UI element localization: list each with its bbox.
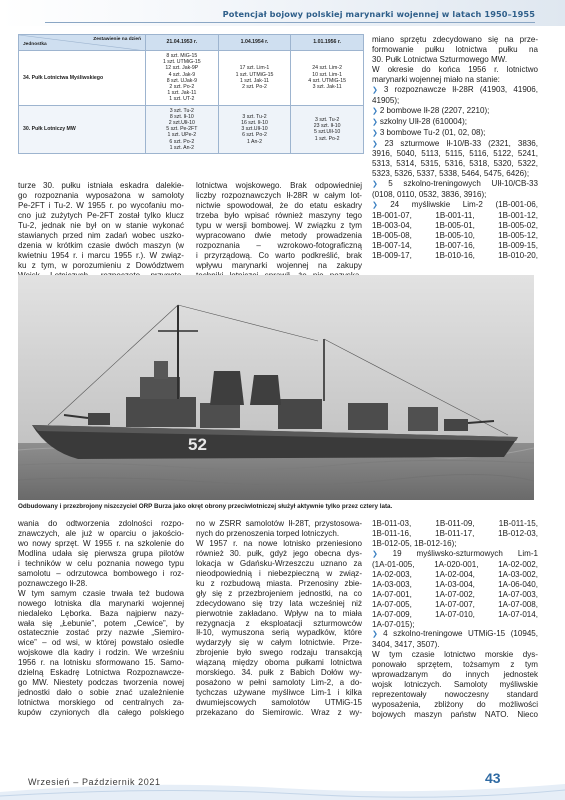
cell-line: 3 szt. Tu-2 bbox=[242, 113, 267, 120]
text-line: i przyrządową. Co warto podkreślić, brak bbox=[196, 250, 362, 260]
text-line: ❯ 5 szkolno-treningowych UIł-10/CB-33 bbox=[372, 179, 538, 189]
text-line: wypracowano dwie metody prowadzenia bbox=[196, 230, 362, 240]
text-line: miano sprzętu zdecydowano się na prze- bbox=[372, 35, 538, 44]
cell-line: 1 szt. UPe-2 bbox=[167, 132, 197, 139]
text-line: zbrojenie było swego rodzaju transakcją bbox=[196, 648, 362, 658]
text-line: Modlina udała się pierwsza grupa pilotów bbox=[18, 548, 184, 558]
text-line: W okresie do końca 1956 r. lotnictwo bbox=[372, 64, 538, 74]
text-line: ❯ szkolny UIł-28 (610004); bbox=[372, 116, 468, 126]
table-cell bbox=[291, 51, 364, 106]
cell-line: 2 szt. Po-2 bbox=[242, 84, 267, 91]
text-line: poznawczego Ił-28. bbox=[18, 578, 88, 588]
cell-line: 1 szt. Jak-11 bbox=[167, 90, 197, 97]
bullet-arrow-icon: ❯ bbox=[372, 86, 384, 94]
cell-line: 1 szt. Jak-11 bbox=[239, 77, 269, 84]
text-line: jednostki dało o sobie znać uzależnienie bbox=[18, 688, 184, 698]
text-line: tychczas używane myśliwce Lim-1 i kilka bbox=[196, 688, 362, 698]
bullet-arrow-icon: ❯ bbox=[372, 631, 384, 639]
text-line: wpływu marynarki wojennej na zakupy bbox=[196, 260, 362, 270]
photo-caption: Odbudowany i przezbrojony niszczyciel ORP Burza jako okręt obrony przeciwlotniczej służył aktywnie tylko przez cztery lata. bbox=[18, 503, 393, 510]
column-2-bottom-text bbox=[196, 519, 362, 718]
text-line: 1B-009-17, 1B-010-16, 1B-010-20, bbox=[372, 251, 538, 261]
text-line: ❯ 24 myśliwskie Lim-2 (1B-001-06, bbox=[372, 200, 538, 210]
text-line: nictwie spowodował, że do etatu eskadry bbox=[196, 200, 362, 210]
text-line: 1A-07-015); bbox=[372, 619, 415, 629]
text-line: 1A-03-003, 1A-03-004, 1A-06-040, bbox=[372, 579, 538, 589]
destroyer-photo bbox=[18, 275, 534, 500]
text-line: ❯ 3 rozpoznawcze Ił-28R (41903, 41906, bbox=[372, 84, 538, 94]
cell-line: 1 szt. UT-2 bbox=[169, 96, 195, 103]
cell-line: 6 szt. Po-2 bbox=[169, 138, 195, 145]
cell-line: 8 szt. Ił-10 bbox=[169, 113, 194, 120]
text-line: 5313, 5314, 5315, 5316, 5318, 5320, 5322, bbox=[372, 159, 538, 169]
text-line: ❯ 19 myśliwsko-szturmowych Lim-1 bbox=[372, 548, 538, 558]
column-header-date: 1.01.1956 r. bbox=[291, 35, 364, 51]
cell-line: 3 szt.UIł-10 bbox=[241, 126, 268, 133]
row-header-unit: 34. Pułk Lotnictwa Myśliwskiego bbox=[19, 51, 146, 106]
text-line: Pe-2FT i Tu-2. W 1955 r. po wycofaniu mo- bbox=[18, 200, 184, 210]
text-line: cno już zużytych Pe-2FT został tylko klucz bbox=[18, 210, 184, 220]
table-cell bbox=[218, 51, 291, 106]
text-line: W tym samym czasie trwała też budowa bbox=[18, 588, 184, 598]
text-line: również 30. pułk, gdyż jego obecna dys- bbox=[196, 548, 362, 558]
issue-label: Wrzesień – Październik 2021 bbox=[28, 777, 161, 787]
row-header-unit: 30. Pułk Lotniczy MW bbox=[19, 105, 146, 153]
text-line: 1956 r. na lotnisku sformowano 15. Samo- bbox=[18, 658, 184, 668]
text-line: 1B-005-08, 1B-005-10, 1B-005-12, bbox=[372, 231, 538, 241]
text-line: dzielną Eskadrę Lotnictwa Rozpoznawcze- bbox=[18, 668, 184, 678]
cell-line: 3 szt. Jak-11 bbox=[312, 84, 342, 91]
column-3-top-text bbox=[372, 35, 538, 261]
text-line: 3916, 5040, 5113, 5115, 5116, 5122, 5241, bbox=[372, 149, 538, 159]
column-1-bottom-text bbox=[18, 519, 184, 718]
text-line: kupów czynionych dla całego polskiego bbox=[18, 708, 184, 718]
text-line: 1B-012-05, 1B-012-16); bbox=[372, 538, 457, 548]
text-line: 1B-001-07, 1B-001-11, 1B-001-12, bbox=[372, 211, 538, 221]
text-line: nieodpowiednią i niebezpieczną w związ- bbox=[196, 568, 362, 578]
text-line: wojsk lotniczych. Samoloty myśliwskie bbox=[372, 680, 538, 690]
running-header-title: Potencjał bojowy polskiej marynarki wojennej w latach 1950–1955 bbox=[222, 9, 535, 19]
text-line: morskiego. 34. pułk z Babich Dołów wy- bbox=[196, 668, 362, 678]
text-line: kwietniu 1954 r. i marcu 1955 r.). W związ- bbox=[18, 250, 184, 260]
text-line: trzeba było wpisać również maszyny tego bbox=[196, 210, 362, 220]
bullet-arrow-icon: ❯ bbox=[372, 181, 389, 189]
table-row bbox=[19, 105, 364, 153]
cell-line: 23 szt. Ił-10 bbox=[313, 123, 341, 130]
cell-line: 4 szt. UTMiG-15 bbox=[308, 77, 347, 84]
text-line: liczby rozpoznawczych Ił-28R w całym lot- bbox=[196, 190, 362, 200]
table-cell bbox=[146, 105, 219, 153]
text-line: ostatecznie zostać przy nazwie „Siemiro- bbox=[18, 628, 184, 638]
text-line: go MW. Niestety podczas tworzenia nowej bbox=[18, 678, 184, 688]
cell-line: 2 szt.UIł-10 bbox=[168, 120, 195, 127]
bullet-arrow-icon: ❯ bbox=[372, 118, 380, 126]
table-row bbox=[19, 51, 364, 106]
text-line: formowanie pułku lotnictwa pułku na bbox=[372, 44, 538, 54]
table-cell bbox=[291, 105, 364, 153]
cell-line: 6 szt. Po-2 bbox=[242, 132, 267, 139]
text-line: wprowadzanym do innych jednostek bbox=[372, 670, 538, 680]
text-line: znawczych, ale już w oparciu o jakościo- bbox=[18, 528, 184, 538]
text-line: 5323, 5326, 5337, 5338, 5464, 5475, 6426); bbox=[372, 169, 530, 179]
text-line: wice” – od wsi, w której powstało osiedle bbox=[18, 638, 184, 648]
cell-line: 1 szt. UTMiG-15 bbox=[162, 59, 201, 66]
text-line: ku z tym, w porozumieniu z Dowództwem bbox=[18, 260, 184, 270]
cell-line: 1 szt. Po-2 bbox=[314, 135, 340, 142]
text-line: no w ZSRR samolotów Ił-28T, przystosowa- bbox=[196, 519, 362, 528]
text-line: gły się z przezbrojeniem jednostki, na co bbox=[196, 588, 362, 598]
column-header-date: 21.04.1953 r. bbox=[146, 35, 219, 51]
text-line: W tym czasie lotnictwo morskie dys- bbox=[372, 650, 538, 660]
text-line: Ił-10, wymuszona serią wypadków, które bbox=[196, 628, 362, 638]
text-line: rezygnacja z eksploatacji szturmowców bbox=[196, 618, 362, 628]
text-line: Tu-2, jednak nie był on w stanie wykonać bbox=[18, 220, 184, 230]
text-line: nych do przenoszenia torped lotniczych. bbox=[196, 528, 340, 538]
column-header-date: 1.04.1954 r. bbox=[218, 35, 291, 51]
text-line: ku z rozbudową miasta. Przenosiny zbie- bbox=[196, 578, 362, 588]
text-line: W 1957 r. na nowe lotnisko przeniesiono bbox=[196, 538, 362, 548]
text-line: 30. Pułk Lotnictwa Szturmowego MW. bbox=[372, 54, 508, 64]
text-line: marynarki wojennej miało na stanie: bbox=[372, 74, 500, 84]
text-line: pierwotnie zakładano. Wpływ na to miała bbox=[196, 608, 362, 618]
text-line: go rozpoznania wyposażona w samoloty bbox=[18, 190, 184, 200]
text-line: dzenia w krótkim czasie dwóch maszyn (w bbox=[18, 240, 184, 250]
text-line: wiązaną między oboma pułkami lotnictwa bbox=[196, 658, 362, 668]
bullet-arrow-icon: ❯ bbox=[372, 140, 385, 148]
text-line: stawianych przed nim zadań wobec uszko- bbox=[18, 230, 184, 240]
cell-line: 4 szt. Jak-9 bbox=[168, 71, 196, 78]
text-line: rozpoznania – wzrokowo-fotograficzną bbox=[196, 240, 362, 250]
text-line: lotnictwa wojskowego. Brak odpowiedniej bbox=[196, 181, 362, 190]
text-line: 1B-003-04, 1B-005-01, 1B-005-02, bbox=[372, 221, 538, 231]
text-line: wała się „Łebunie”, potem „Cewice”, by bbox=[18, 618, 184, 628]
cell-line: 24 szt. Lim-2 bbox=[312, 65, 342, 72]
text-line: 3404, 3417, 3507). bbox=[372, 640, 440, 650]
cell-line: 3 szt. Tu-2 bbox=[169, 107, 194, 114]
aircraft-table bbox=[18, 34, 364, 154]
text-line: wydarzyły się w całym lotnictwie. Prze- bbox=[196, 638, 362, 648]
table-cell bbox=[218, 105, 291, 153]
page-number: 43 bbox=[485, 770, 501, 786]
cell-line: 8 szt. MiG-15 bbox=[166, 53, 198, 59]
text-line: niedaleko Lęborka. Baza najpierw nazy- bbox=[18, 608, 184, 618]
bullet-arrow-icon: ❯ bbox=[372, 107, 380, 115]
text-line: 1B-011-16, 1B-011-17, 1B-012-03, bbox=[372, 528, 538, 538]
column-3-bottom-text bbox=[372, 519, 538, 720]
cell-line: 16 szt. Ił-10 bbox=[241, 120, 268, 127]
text-line: (1A-01-005, 1A-020-001, 1A-02-002, bbox=[372, 559, 538, 569]
text-line: 1B-011-03, 1B-011-09, 1B-011-15, bbox=[372, 519, 538, 528]
text-line: lotnictwa morskiego od centralnych za- bbox=[18, 698, 184, 708]
hull-number: 52 bbox=[188, 435, 207, 454]
text-line: posażono w pełni samoloty Lim-2, a do- bbox=[196, 678, 362, 688]
column-1-top-text bbox=[18, 181, 184, 281]
text-line: 1A-07-005, 1A-07-007, 1A-07-008, bbox=[372, 599, 538, 609]
text-line: ❯ 2 bombowe Ił-28 (2207, 2210); bbox=[372, 105, 490, 115]
text-line: turze 30. pułku istniała eskadra dalekie- bbox=[18, 181, 184, 190]
cell-line: 5 szt. Pe-2FT bbox=[166, 126, 198, 133]
cell-line: 2 szt. Po-2 bbox=[169, 84, 195, 91]
text-line: przekazano do Siemirowic. Wraz z wy- bbox=[196, 708, 362, 718]
cell-line: 1 szt. UTMiG-15 bbox=[235, 71, 274, 78]
text-line: i techników w celu poznania nowego typu bbox=[18, 558, 184, 568]
text-line: typu w wersji bombowej. W związku z tym bbox=[196, 220, 362, 230]
text-line: 1A-07-001, 1A-07-002, 1A-07-003, bbox=[372, 589, 538, 599]
table-corner-cell bbox=[19, 35, 146, 51]
text-line: 41905); bbox=[372, 95, 400, 105]
text-line: 1B-007-14, 1B-007-16, 1B-009-15, bbox=[372, 241, 538, 251]
text-line: ponowało sprzętem, tożsamym z tym bbox=[372, 660, 538, 670]
text-line: 1A-02-003, 1A-02-004, 1A-03-002, bbox=[372, 569, 538, 579]
cell-line: 10 szt. Lim-1 bbox=[312, 71, 342, 78]
table-cell bbox=[146, 51, 219, 106]
bullet-arrow-icon: ❯ bbox=[372, 550, 393, 558]
text-line: nowego lotniska dla marynarki wojennej bbox=[18, 598, 184, 608]
text-line: ❯ 4 szkolno-treningowe UTMiG-15 (10945, bbox=[372, 629, 539, 639]
bullet-arrow-icon: ❯ bbox=[372, 129, 380, 137]
text-line: (0108, 0110, 0532, 3836, 3916); bbox=[372, 190, 487, 200]
cell-line: 3 szt. Tu-2 bbox=[315, 116, 340, 123]
text-line: wo nowy sprzęt. W 1955 r. na szkolenie do bbox=[18, 538, 184, 548]
cell-line: 5 szt.UIł-10 bbox=[314, 129, 341, 136]
text-line: samolotu – odrzutowca bombowego i roz- bbox=[18, 568, 184, 578]
text-line: wojskowe dla kadry i rodzin. We wrześniu bbox=[18, 648, 184, 658]
corner-top-label: Zestawienie na dzień bbox=[93, 37, 141, 42]
text-line: dwumiejscowych samolotów UTMiG-15 bbox=[196, 698, 362, 708]
corner-bottom-label: Jednostka bbox=[23, 41, 47, 47]
cell-line: 1 An-2 bbox=[246, 138, 262, 145]
cell-line: 8 szt. UJak-9 bbox=[166, 77, 197, 84]
header-rule bbox=[45, 22, 535, 23]
cell-line: 12 szt. Jak-9P bbox=[165, 65, 199, 72]
text-line: reprezentowały nowoczesny standard bbox=[372, 690, 538, 700]
cell-line: 1 szt. An-2 bbox=[169, 144, 195, 151]
text-line: ❯ 3 bombowe Tu-2 (01, 02, 08); bbox=[372, 127, 486, 137]
text-line: bojowych maszyn państw NATO. Nieco bbox=[372, 710, 538, 720]
ship-illustration bbox=[18, 275, 534, 500]
text-line: wyposażenia, zbliżony do możliwości bbox=[372, 700, 538, 710]
cell-line: 17 szt. Lim-1 bbox=[239, 65, 270, 72]
text-line: lokacja w Gdańsku-Wrzeszczu uznano za bbox=[196, 558, 362, 568]
text-line: 1A-07-009, 1A-07-010, 1A-07-014, bbox=[372, 609, 538, 619]
text-line: ❯ 23 szturmowe Ił-10/B-33 (2321, 3836, bbox=[372, 138, 539, 148]
column-2-top-text bbox=[196, 181, 362, 281]
text-line: wania do odtworzenia zdolności rozpo- bbox=[18, 519, 184, 528]
bullet-arrow-icon: ❯ bbox=[372, 202, 391, 210]
text-line: zdecydowano się trzy lata wcześniej niż bbox=[196, 598, 362, 608]
